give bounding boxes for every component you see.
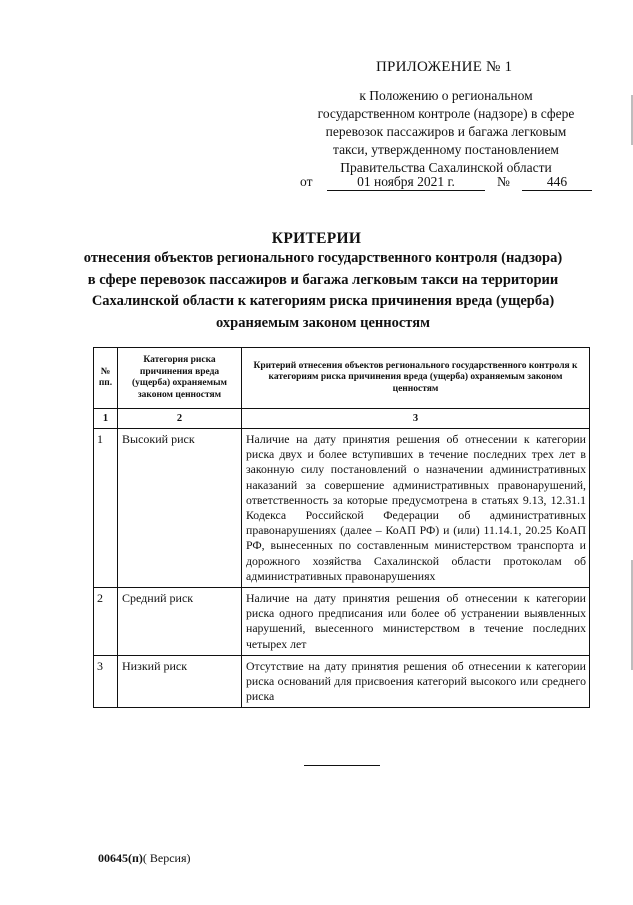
appendix-reference xyxy=(296,87,596,177)
row-number: 3 xyxy=(94,655,118,708)
header-number: № пп. xyxy=(94,348,118,409)
version-label: ( Версия) xyxy=(142,851,191,865)
row-number: 1 xyxy=(94,429,118,588)
end-divider xyxy=(304,765,380,766)
column-number-row xyxy=(94,409,590,429)
document-code: 00645(п) xyxy=(98,851,143,865)
subtitle-line: охраняемым законом ценностям xyxy=(216,314,430,331)
risk-criterion: Наличие на дату принятия решения об отнесении к категории риска двух и более вступивших в течение последних трех лет в законную силу постановлений о назначении административных наказаний за совершение административных правонарушений, ответственность за которые предусмотрена в статьях 9.13, 12.31.1 Кодекса Российской Федерации об административных правонарушениях (далее – КоАП РФ) и (или) 11.14.1, 20.25 КоАП РФ, вынесенных по составленным министерством транспорта и дорожного хозяйства Сахалинской области протоколам об административных правонарушениях xyxy=(242,429,590,588)
criteria-table xyxy=(93,347,590,708)
appendix-line: перевозок пассажиров и багажа легковым xyxy=(325,124,567,139)
column-number: 2 xyxy=(118,409,242,429)
table-row xyxy=(94,588,590,656)
appendix-line: к Положению о региональном xyxy=(359,88,533,103)
appendix-line: Правительства Сахалинской области xyxy=(340,160,552,175)
risk-category: Средний риск xyxy=(118,588,242,656)
footer xyxy=(98,851,191,866)
subtitle-line: в сфере перевозок пассажиров и багажа легковым такси на территории xyxy=(87,271,559,288)
approval-line xyxy=(300,173,596,193)
appendix-line: такси, утвержденному постановлением xyxy=(333,142,559,157)
subtitle-line: Сахалинской области к категориям риска причинения вреда (ущерба) xyxy=(91,293,555,309)
subtitle-line: отнесения объектов регионального государственного контроля (надзора) xyxy=(83,250,563,266)
document-title: КРИТЕРИИ xyxy=(271,230,362,247)
from-label: от xyxy=(300,174,313,189)
document-subtitle xyxy=(80,248,566,334)
table-row xyxy=(94,655,590,708)
table-row xyxy=(94,429,590,588)
header-criterion: Критерий отнесения объектов регионального государственного контроля к категориям риска причинения вреда (ущерба) охраняемым законом ценностям xyxy=(242,348,590,409)
row-number: 2 xyxy=(94,588,118,656)
column-number: 3 xyxy=(242,409,590,429)
approval-date: 01 ноября 2021 г. xyxy=(327,173,485,191)
risk-criterion: Отсутствие на дату принятия решения об отнесении к категории риска оснований для присвоения категорий высокого или среднего риска xyxy=(242,655,590,708)
risk-category: Низкий риск xyxy=(118,655,242,708)
table-header-row xyxy=(94,348,590,409)
number-label: № xyxy=(497,174,510,189)
appendix-title: ПРИЛОЖЕНИЕ № 1 xyxy=(376,59,513,75)
risk-category: Высокий риск xyxy=(118,429,242,588)
appendix-line: государственном контроле (надзоре) в сфере xyxy=(317,106,575,121)
risk-criterion: Наличие на дату принятия решения об отнесении к категории риска одного предписания или более об устранении выявленных нарушений, выесенного министерством в течение последних четырех лет xyxy=(242,588,590,656)
approval-number: 446 xyxy=(522,173,592,191)
header-category: Категория риска причинения вреда (ущерба) охраняемым законом ценностям xyxy=(118,348,242,409)
column-number: 1 xyxy=(94,409,118,429)
